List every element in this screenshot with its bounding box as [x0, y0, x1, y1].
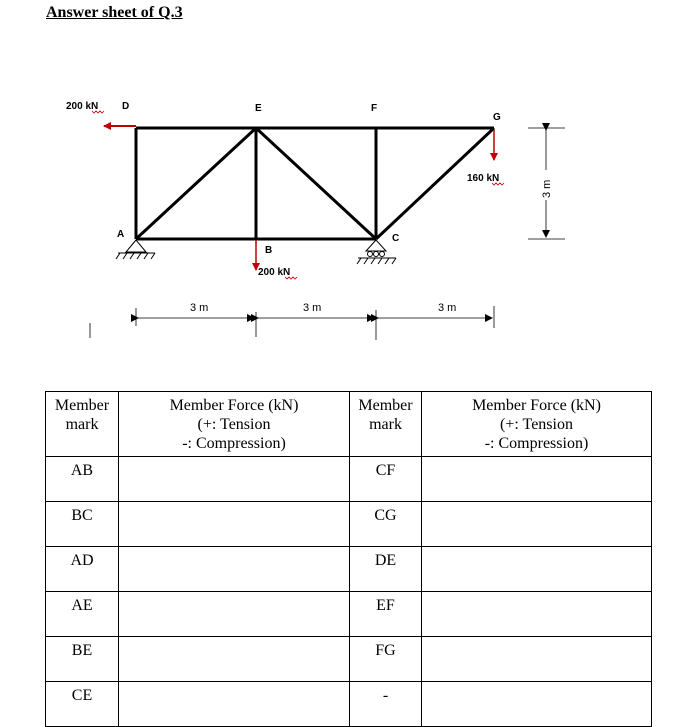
member-CE: [256, 128, 376, 239]
member-mark-cell: DE: [350, 547, 422, 592]
horizontal-dimension: [90, 306, 494, 340]
member-force-answer-cell[interactable]: [119, 547, 350, 592]
dimension-label-span2: 3 m: [303, 302, 322, 314]
member-mark-cell: AE: [46, 592, 119, 637]
answer-table: [45, 391, 652, 727]
table-row: [46, 502, 652, 547]
node-label-B: B: [265, 245, 273, 256]
table-row: [46, 547, 652, 592]
member-mark-cell: CE: [46, 682, 119, 727]
header-member-mark-right: Member mark: [350, 392, 422, 457]
truss-members: [136, 128, 494, 239]
member-mark-cell: BC: [46, 502, 119, 547]
roller-support-C: [357, 240, 396, 264]
member-force-answer-cell[interactable]: [119, 457, 350, 502]
member-mark-cell: AD: [46, 547, 119, 592]
member-force-answer-cell[interactable]: [422, 682, 652, 727]
header-member-force-right: Member Force (kN) (+: Tension -: Compression): [422, 392, 652, 457]
table-row: [46, 682, 652, 727]
member-force-answer-cell[interactable]: [422, 637, 652, 682]
member-mark-cell: CF: [350, 457, 422, 502]
dimension-label-height: 3 m: [541, 179, 553, 198]
load-label-D: 200 kN: [66, 101, 99, 112]
member-AE: [136, 128, 256, 239]
member-force-answer-cell[interactable]: [422, 457, 652, 502]
member-mark-cell: -: [350, 682, 422, 727]
dimension-label-span1: 3 m: [190, 302, 209, 314]
member-mark-cell: EF: [350, 592, 422, 637]
member-force-answer-cell[interactable]: [422, 547, 652, 592]
member-force-answer-cell[interactable]: [422, 592, 652, 637]
node-label-E: E: [255, 103, 262, 114]
member-mark-cell: CG: [350, 502, 422, 547]
page-title: Answer sheet of Q.3: [46, 4, 183, 21]
load-label-G: 160 kN: [467, 173, 500, 184]
member-force-answer-cell[interactable]: [119, 592, 350, 637]
dimension-label-span3: 3 m: [438, 302, 457, 314]
table-row: [46, 637, 652, 682]
header-member-mark-left: Member mark: [46, 392, 119, 457]
node-label-A: A: [117, 229, 125, 240]
node-label-F: F: [371, 103, 378, 114]
pin-support-A: [116, 240, 155, 259]
node-label-C: C: [392, 233, 400, 244]
node-label-D: D: [122, 101, 130, 112]
table-row: [46, 592, 652, 637]
member-force-answer-cell[interactable]: [422, 502, 652, 547]
member-mark-cell: FG: [350, 637, 422, 682]
load-underlines: [92, 111, 504, 279]
member-mark-cell: BE: [46, 637, 119, 682]
header-member-force-left: Member Force (kN) (+: Tension -: Compression): [119, 392, 350, 457]
table-row: [46, 457, 652, 502]
member-mark-cell: AB: [46, 457, 119, 502]
member-force-answer-cell[interactable]: [119, 502, 350, 547]
load-label-B: 200 kN: [258, 267, 291, 278]
member-force-answer-cell[interactable]: [119, 682, 350, 727]
table-header-row: [46, 392, 652, 457]
member-force-answer-cell[interactable]: [119, 637, 350, 682]
node-label-G: G: [493, 112, 501, 123]
